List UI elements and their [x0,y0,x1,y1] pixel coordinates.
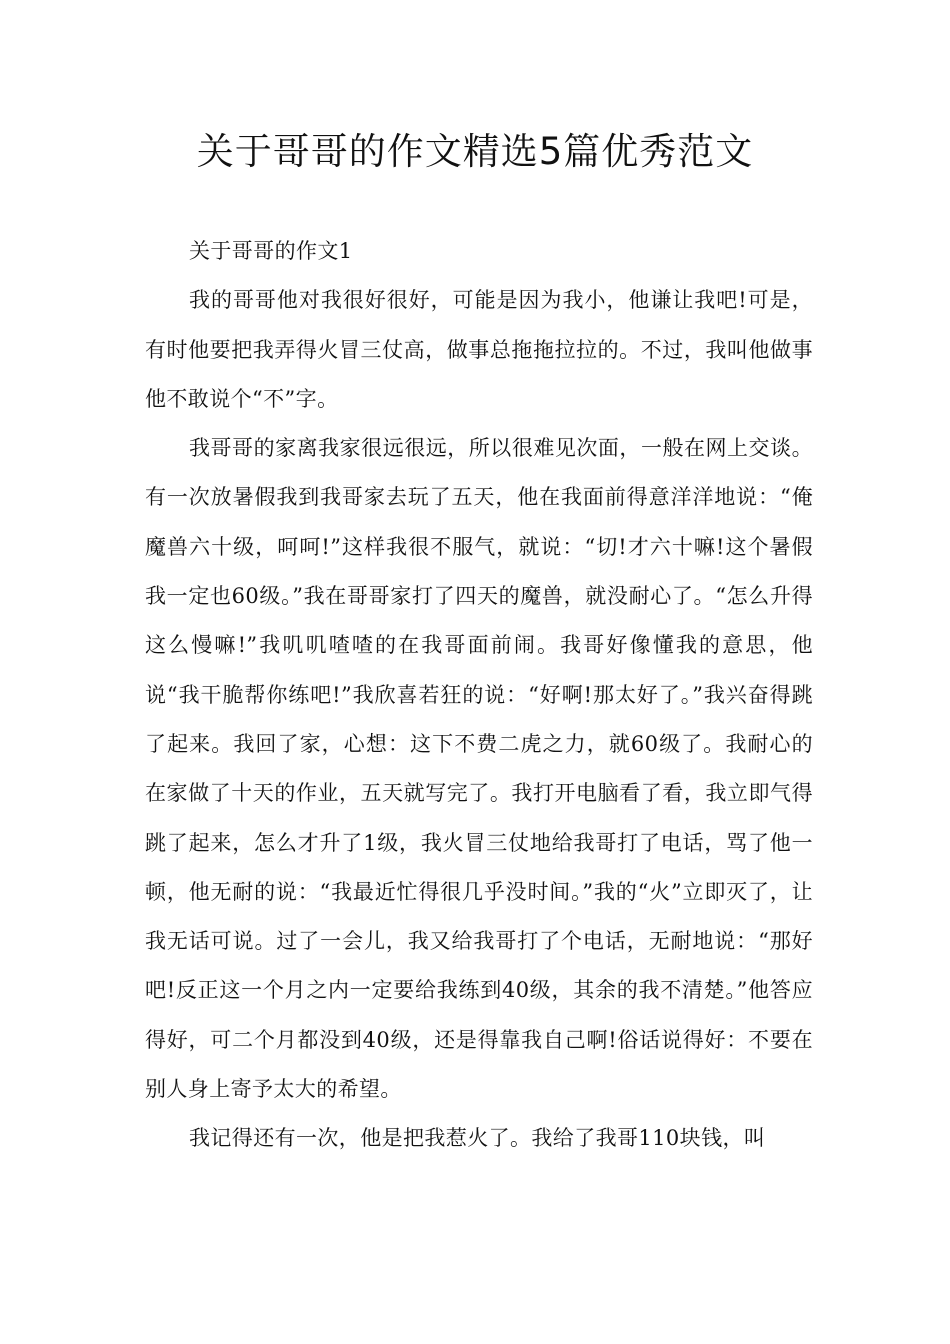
document-body [145,227,813,1164]
paragraph-1: 我的哥哥他对我很好很好，可能是因为我小，他谦让我吧!可是，有时他要把我弄得火冒三仗高，做事总拖拖拉拉的。不过，我叫他做事他不敢说个“不”字。 [145,288,813,411]
paragraph-3: 我记得还有一次，他是把我惹火了。我给了我哥110块钱，叫 [189,1126,766,1151]
section-heading: 关于哥哥的作文1 [189,239,353,263]
document-title: 关于哥哥的作文精选5篇优秀范文 [196,130,754,173]
paragraph-2: 我哥哥的家离我家很远很远，所以很难见次面，一般在网上交谈。有一次放暑假我到我哥家去玩了五天，他在我面前得意洋洋地说：“俺魔兽六十级，呵呵!”这样我很不服气，就说：“切!才六十嘛!这个暑假我一定也60级。”我在哥哥家打了四天的魔兽，就没耐心了。“怎么升得这么慢嘛!”我叽叽喳喳的在我哥面前闹。我哥好像懂我的意思，他说“我干脆帮你练吧!”我欣喜若狂的说：“好啊!那太好了。”我兴奋得跳了起来。我回了家，心想：这下不费二虎之力，就60级了。我耐心的在家做了十天的作业，五天就写完了。我打开电脑看了看，我立即气得跳了起来，怎么才升了1级，我火冒三仗地给我哥打了电话，骂了他一顿，他无耐的说：“我最近忙得很几乎没时间。”我的“火”立即灭了，让我无话可说。过了一会儿，我又给我哥打了个电话，无耐地说：“那好吧!反正这一个月之内一定要给我练到40级，其余的我不清楚。”他答应得好，可二个月都没到40级，还是得靠我自己啊!俗话说得好：不要在别人身上寄予太大的希望。 [145,436,813,1102]
